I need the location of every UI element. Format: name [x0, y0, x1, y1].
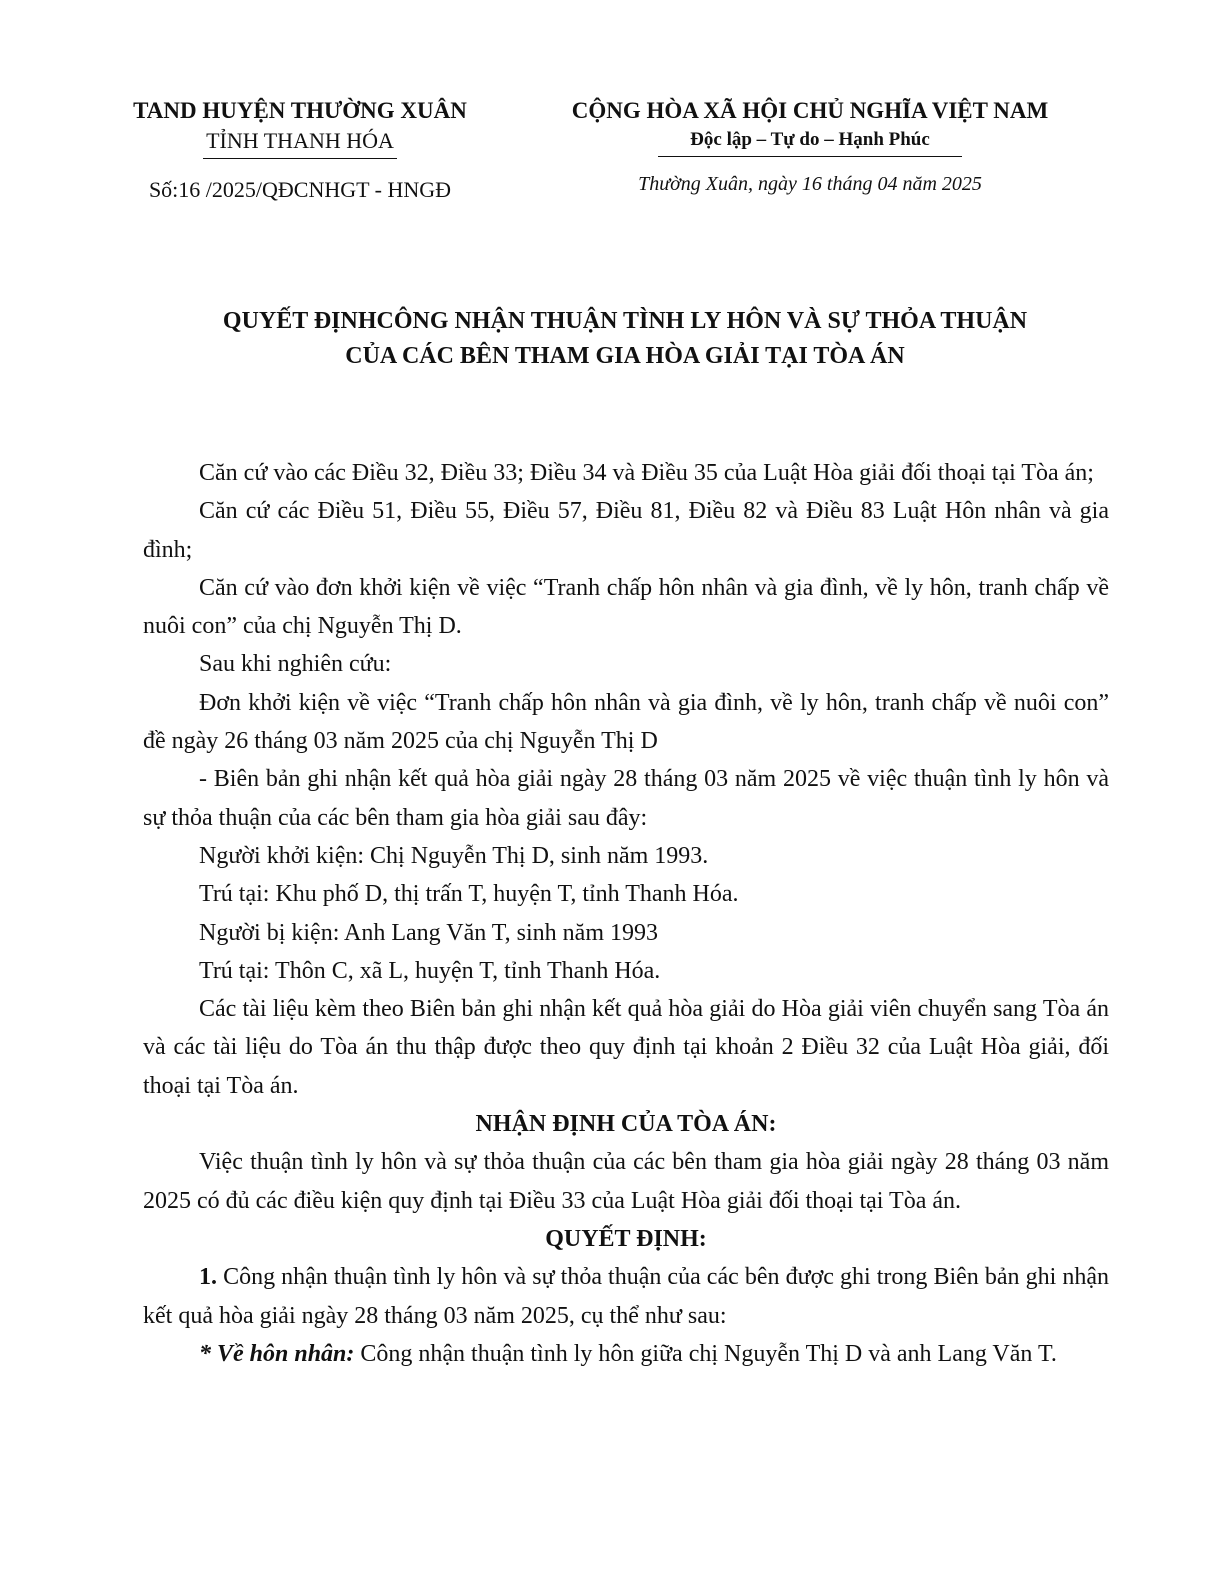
section-heading-decision: QUYẾT ĐỊNH:	[545, 1225, 707, 1252]
national-motto: Độc lập – Tự do – Hạnh Phúc	[690, 129, 930, 150]
issuer-block	[110, 96, 490, 205]
national-heading-block	[545, 96, 1075, 199]
paragraph: Đơn khởi kiện về việc “Tranh chấp hôn nhân và gia đình, về ly hôn, tranh chấp về nuôi con” đề ngày 26 tháng 03 năm 2025 của chị Nguyễn Thị D	[143, 689, 1109, 755]
motto-underline	[658, 156, 962, 157]
paragraph: Các tài liệu kèm theo Biên bản ghi nhận kết quả hòa giải do Hòa giải viên chuyển sang Tòa án và các tài liệu do Tòa án thu thập được theo quy định tại khoản 2 Điều 32 của Luật Hòa giải, đối thoại tại Tòa án.	[143, 996, 1109, 1099]
paragraph-text: Công nhận thuận tình ly hôn và sự thỏa thuận của các bên được ghi trong Biên bản ghi nhận kết quả hòa giải ngày 28 tháng 03 năm 2025, cụ thể như sau:	[143, 1264, 1109, 1329]
paragraph-text: Công nhận thuận tình ly hôn giữa chị Nguyễn Thị D và anh Lang Văn T.	[354, 1340, 1057, 1367]
paragraph: - Biên bản ghi nhận kết quả hòa giải ngày 28 tháng 03 năm 2025 về việc thuận tình ly hôn và sự thỏa thuận của các bên tham gia hòa giải sau đây:	[143, 766, 1109, 831]
paragraph	[143, 1258, 1109, 1335]
paragraph: Căn cứ vào đơn khởi kiện về việc “Tranh chấp hôn nhân và gia đình, về ly hôn, tranh chấp về nuôi con” của chị Nguyễn Thị D.	[143, 574, 1109, 640]
title-line-2: CỦA CÁC BÊN THAM GIA HÒA GIẢI TẠI TÒA ÁN	[345, 343, 905, 369]
document-title	[140, 304, 1110, 374]
paragraph: Căn cứ vào các Điều 32, Điều 33; Điều 34 và Điều 35 của Luật Hòa giải đối thoại tại Tòa án;	[199, 460, 1094, 486]
court-name: TAND HUYỆN THƯỜNG XUÂN	[133, 98, 467, 123]
item-number: 1.	[199, 1264, 217, 1291]
document-number: Số:16 /2025/QĐCNHGT - HNGĐ	[148, 177, 452, 202]
title-line-1: QUYẾT ĐỊNHCÔNG NHẬN THUẬN TÌNH LY HÔN VÀ SỰ THỎA THUẬN	[222, 308, 1028, 334]
paragraph: Trú tại: Thôn C, xã L, huyện T, tỉnh Thanh Hóa.	[199, 957, 661, 984]
paragraph: Trú tại: Khu phố D, thị trấn T, huyện T, tỉnh Thanh Hóa.	[199, 881, 739, 908]
subsection-label: * Về hôn nhân:	[199, 1340, 355, 1367]
section-heading-court-assessment: NHẬN ĐỊNH CỦA TÒA ÁN:	[475, 1111, 777, 1138]
document-body	[143, 454, 1109, 1373]
paragraph: Sau khi nghiên cứu:	[199, 651, 392, 678]
paragraph: Người khởi kiện: Chị Nguyễn Thị D, sinh năm 1993.	[199, 842, 709, 869]
paragraph	[143, 1335, 1109, 1373]
province-name: TỈNH THANH HÓA	[206, 128, 394, 153]
place-and-date: Thường Xuân, ngày 16 tháng 04 năm 2025	[638, 173, 982, 195]
paragraph: Căn cứ các Điều 51, Điều 55, Điều 57, Điều 81, Điều 82 và Điều 83 Luật Hôn nhân và gia đình;	[143, 498, 1109, 563]
paragraph: Việc thuận tình ly hôn và sự thỏa thuận của các bên tham gia hòa giải ngày 28 tháng 03 năm 2025 có đủ các điều kiện quy định tại Điều 33 của Luật Hòa giải đối thoại tại Tòa án.	[143, 1149, 1109, 1214]
issuer-underline	[203, 158, 397, 159]
republic-name: CỘNG HÒA XÃ HỘI CHỦ NGHĨA VIỆT NAM	[571, 98, 1049, 123]
paragraph: Người bị kiện: Anh Lang Văn T, sinh năm 1993	[199, 919, 658, 946]
